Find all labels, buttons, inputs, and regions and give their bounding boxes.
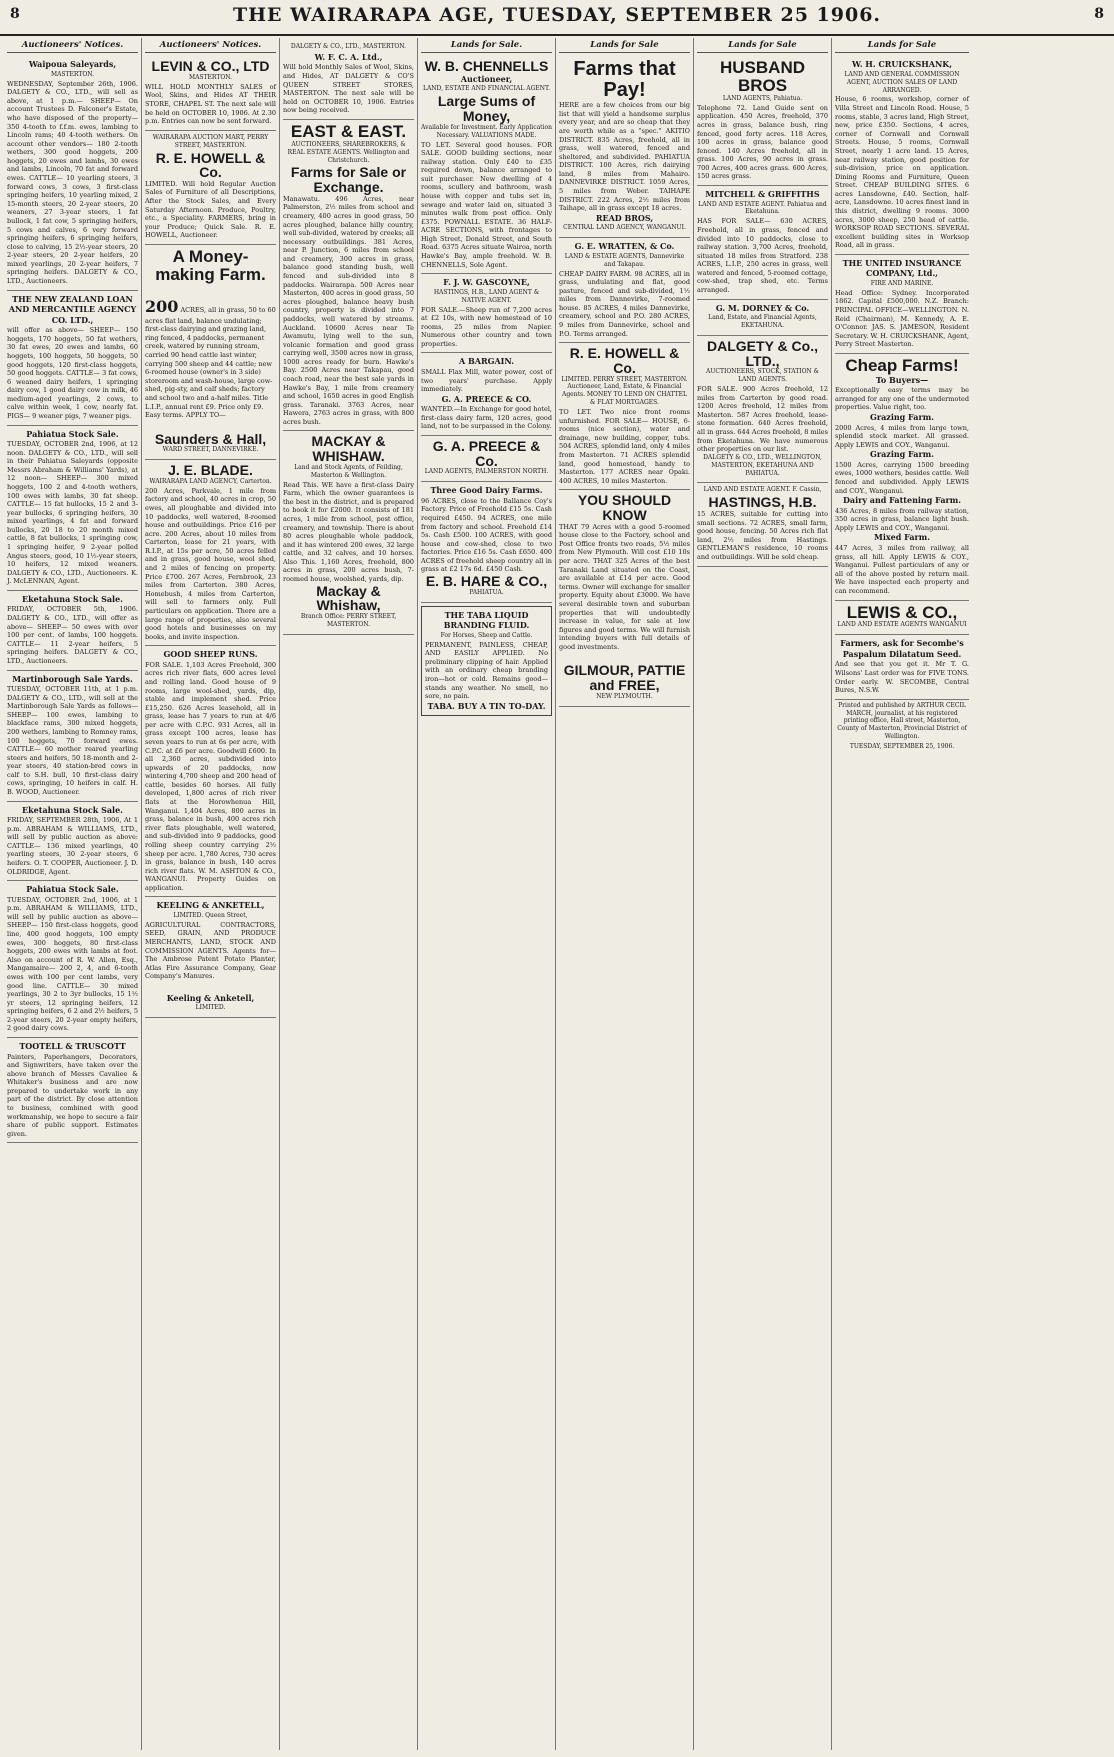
- advert-keeling-anketell: [145, 897, 276, 1018]
- advert-subtitle: LAND & ESTATE AGENTS, Dannevirke and Takapau.: [564, 252, 685, 268]
- advert-body: THAT 79 Acres with a good 5-roomed house close to the Factory, school and Post Office fronts two roads, 5½ miles from New Plymouth. Will cost £10 10s per acre. THAT 325 Acres of the best Taranaki Land situated on the Coast, are available at £14 per acre. Good terms. Owner will exchange for smaller property. Equity about £3000. We have several desirable town and suburban properties that will undoubtedly increase in value, for sale at low figures and good terms. We will furnish intending buyers with full details of good investments.: [559, 522, 690, 651]
- advert-title: Saunders & Hall,: [154, 430, 267, 447]
- advert-subtitle: MASTERTON.: [188, 73, 233, 81]
- advert-title: MACKAY & WHISHAW.: [311, 433, 386, 465]
- advert-title: W. F. C. A. Ltd.,: [314, 51, 383, 62]
- advert-title: Eketahuna Stock Sale.: [22, 593, 123, 604]
- advert-subtitle: LAND AND GENERAL COMMISSION AGENT, AUCTION SALES OF LAND ARRANGED.: [844, 70, 960, 94]
- imprint-date: TUESDAY, SEPTEMBER 25, 1906.: [849, 743, 955, 751]
- advert-gascoyne: [421, 274, 552, 353]
- advert-mitchell-griffiths: [697, 186, 828, 300]
- advert-martinborough-sale-yards: [7, 671, 138, 802]
- advert-dalgety-land: [697, 336, 828, 484]
- advert-body: Head Office: Sydney. Incorporated 1862. Capital £500,000. N.Z. Branch: PRINCIPAL OFFICE—WELLINGTON. N. Reid (Chairman), M. Kennedy, A. E. O'Connor. JAS. S. JAMESON, Resident Secretary. W. H. CRUICKSHANK, Agent, Perry Street Masterton.: [835, 288, 969, 349]
- advert-title: Keeling & Anketell,: [166, 992, 255, 1003]
- advert-body: Land, Estate, and Financial Agents, EKETAHUNA.: [708, 314, 817, 330]
- advert-subtitle: For Horses, Sheep and Cattle.: [440, 631, 533, 639]
- advert-title: Three Good Dairy Farms.: [430, 485, 543, 496]
- advert-subtitle: LIMITED. Queen Street,: [173, 911, 248, 919]
- page-number-right: 8: [1094, 6, 1104, 22]
- advert-title: TOOTELL & TRUSCOTT: [19, 1040, 126, 1051]
- advert-title: G. A. PREECE & CO.: [441, 393, 532, 404]
- page-columns: [4, 38, 1110, 1750]
- advert-levin-co: [145, 56, 276, 130]
- advert-body: WILL HOLD MONTHLY SALES of Wool, Skins, and Hides AT THEIR STORE, CHAPEL ST. The next sale will be held on OCTOBER 10, 1906. At 2.30 p.m. Entries can now be sent forward.: [145, 82, 276, 126]
- advert-title: Eketahuna Stock Sale.: [22, 804, 123, 815]
- advert-subtitle: WAIRARAPA LAND AGENCY, Carterton.: [149, 477, 272, 485]
- advert-title: A BARGAIN.: [459, 356, 514, 367]
- advert-title: THE NEW ZEALAND LOAN AND MERCANTILE AGENCY CO. LTD.,: [8, 293, 137, 325]
- advert-title: Farms that Pay!: [573, 58, 676, 102]
- advert-subtitle: CENTRAL LAND AGENCY, WANGANUI.: [563, 224, 686, 232]
- advert-subtitle: NEW PLYMOUTH.: [596, 692, 653, 700]
- advert-dorney: [697, 300, 828, 336]
- advert-subtitle: LAND AND ESTATE AGENTS WANGANUI: [837, 621, 967, 629]
- advert-body: FOR SALE.—Sheep run of 7,200 acres at £2 10s, with new homestead of 10 rooms, 25 miles from Napier. Numerous other country and town properties.: [421, 305, 552, 348]
- advert-subtitle: HASTINGS, H.B., LAND AGENT & NATIVE AGENT.: [433, 288, 540, 304]
- advert-united-insurance: [835, 255, 969, 354]
- advert-title: Pahiatua Stock Sale.: [26, 428, 119, 439]
- column-header: Auctioneers' Notices.: [7, 40, 138, 53]
- column-1: [4, 38, 142, 1750]
- advert-money-making-farm: [145, 245, 276, 460]
- advert-body: 96 ACRES, close to the Ballance Coy's Factory. Price of Freehold £15 5s. Cash required £450. 94 ACRES, one mile from factory and school. Freehold £14 5s. Cash £500. 100 ACRES, with good house and cow-shed, close to two factories. Price £16 5s. Cash £650. 400 ACRES of freehold sheep country all in grass at £2 17s 6d. £450 Cash.: [421, 496, 552, 574]
- advert-body: HERE are a few choices from our big list that will yield a handsome surplus every year, and are so cheap that they are worth while as a "spec." AKITIO DISTRICT. 835 Acres, freehold, all in grass, well watered, fenced and sheltered, and subdivided. PAHIATUA DISTRICT. 100 Acres, rich dairying land, 8 miles from Mahairo. DANNEVIRKE DISTRICT. 1059 Acres, 5 miles from Weber. TAIHAPE DISTRICT. 222 Acres, 2½ miles from Taihape, all in grass except 18 acres.: [559, 101, 690, 213]
- advert-body: Read This. WE have a first-class Dairy Farm, which the owner guarantees is the best in the district, and is prepared to book it for £2000. It consists of 181 acres, 1 mile from school, post office, creamery, and township. There is about 80 acres ploughable whole paddock, and it has wintered 200 ewes, 32 large cattle, and 32 calves, and 10 horses. Also This. 1,160 Acres, freehold, 800 acres in grass, 200 acres bush, 7-roomed house, woolshed, yards, dip.: [283, 480, 414, 584]
- advert-body: CHEAP DAIRY FARM. 98 ACRES, all in grass, undulating and flat, good pasture, fenced and sub-divided, 1½ miles from Dannevirke, 7-roomed house. 85 ACRES, 4 miles Dannevirke, creamery, school and P.O. 280 ACRES, 9 miles from Dannevirke, school and P.O. Terms arranged.: [559, 269, 690, 338]
- advert-note: Available for Investment. Early Application Necessary. VALUATIONS MADE.: [421, 123, 552, 139]
- advert-body: 1500 Acres, carrying 1500 breeding ewes, 1000 wethers, besides cattle. Well fenced and subdivided. Apply LEWIS and COY., Wanganui.: [835, 460, 969, 495]
- advert-paspalum-seed: [835, 635, 969, 699]
- advert-body: FOR SALE. 900 Acres freehold, 12 miles from Carterton by good road. 1200 Acres freehold, 12 miles from Masterton. 587 Acres freehold, lease-stone formation. 640 Acres freehold, all in grass. 644 Acres freehold, 8 miles from Eketahuna. We have numerous other properties on our list.: [697, 385, 828, 454]
- advert-subtitle: LAND AND ESTATE AGENT. F. Cassin,: [703, 486, 822, 494]
- advert-body: Telephone 72. Land Guide sent on application. 450 Acres, freehold, 370 acres in grass, balance bush, ring fenced, good forty acres. 118 Acres, 100 acres in grass, balance good fenced. 140 Acres freehold, all in grass. 100 Acres, 90 acres in grass. 700 Acres, 400 acres grass. 600 Acres, 150 acres grass.: [697, 103, 828, 181]
- advert-tootell-truscott: [7, 1038, 138, 1143]
- advert-re-howell-auction: [145, 131, 276, 245]
- advert-title: Farmers, ask for Secombe's Paspalum Dilatatum Seed.: [840, 638, 964, 659]
- advert-a-bargain: [421, 353, 552, 436]
- advert-subtitle: To Buyers—: [875, 374, 929, 385]
- advert-body: 200 Acres, Parkvale, 1 mile from factory and school, 40 acres in crop, 50 ewes, all ploughable and divided into 10 paddocks, well watered, 8-roomed house and outbuildings. Price £16 per acre. 200 Acres, about 10 miles from Carterton, lease for 21 years, with R.I.P., at 15s per acre, 50 acres felled and in grass, good house, wool shed, and 2 miles of fencing on property. Price £700. 267 Acres, Fernbrook, 23 miles from Carterton. 380 Acres, Homebush, 4 miles from Carterton, will sell to farmers only. Full particulars on application. There are a large range of properties, also several good hotels and businesses on my books, and invite inspection.: [145, 486, 276, 641]
- advert-title: R. E. HOWELL & Co.: [569, 345, 680, 376]
- advert-heading: Large Sums of Money,: [437, 93, 536, 125]
- advert-body: will offer as above— SHEEP— 150 hoggets, 170 hoggets, 50 fat wethers, 30 fat ewes, 20 ewes and lambs, 60 hoggets, 100 hoggets, 50 hoggets, 50 good hoggets, 120 first-class hoggets, 50 good hoggets. CATTLE— 3 fat cows, 6 weaned dairy heifers, 1 springing dairy cow, 1 good dairy cow in milk, 46 medium-aged yearlings, 2 cows, to calve within week, 1 cow, nearly fat. PIGS— 9 weaner pigs, 7 weaner pigs.: [7, 326, 138, 420]
- newspaper-title: THE WAIRARAPA AGE, TUESDAY, SEPTEMBER 25 1906.: [232, 4, 882, 26]
- advert-cruickshank: [835, 56, 969, 255]
- advert-title: THE TABA LIQUID BRANDING FLUID.: [443, 609, 530, 631]
- column-header: Lands for Sale: [835, 40, 969, 53]
- advert-title: Martinborough Sale Yards.: [12, 673, 133, 684]
- advert-subtitle: LIMITED.: [195, 1004, 226, 1012]
- advert-dairy-farms: [421, 482, 552, 602]
- advert-waipoua-saleyards: [7, 56, 138, 290]
- column-6: [694, 38, 832, 1750]
- advert-lewis-co: [835, 601, 969, 636]
- masthead: [0, 0, 1114, 36]
- advert-body: 2000 Acres, 4 miles from large town, splendid stock market. All grassed. Apply LEWIS and COY., Wanganui.: [835, 423, 969, 449]
- advert-preece: [421, 436, 552, 482]
- column-7: [832, 38, 972, 1750]
- advert-title: Grazing Farm.: [870, 412, 934, 423]
- column-header: Lands for Sale: [559, 40, 690, 53]
- column-4: [418, 38, 556, 1750]
- advert-subtitle: WAIRARAPA AUCTION MART, PERRY STREET, MASTERTON.: [152, 133, 269, 149]
- advert-subtitle: MASTERTON.: [50, 70, 95, 78]
- column-header: Auctioneers' Notices.: [145, 40, 276, 53]
- advert-body: Painters, Paperhangers, Decorators, and Signwriters, have taken over the above branch of Messrs Cavaliee & Whitaker's business and are now prepared to undertake work in any part of the district. By close attention to business, combined with good workmanship, we hope to secure a fair share of public support. Estimates given.: [7, 1052, 138, 1138]
- advert-body: LAND, ESTATE AND FINANCIAL AGENT.: [422, 85, 551, 93]
- advert-husband-bros: [697, 56, 828, 186]
- advert-subtitle: LAND AND ESTATE AGENT. Pahiatua and Eketahuna.: [698, 200, 827, 216]
- advert-title: F. J. W. GASCOYNE,: [443, 277, 530, 288]
- advert-subtitle: Land and Stock Agents, of Feilding, Masterton & Wellington.: [294, 463, 403, 479]
- advert-subtitle: PAHIATUA.: [469, 588, 504, 596]
- advert-taba-branding: [421, 606, 552, 717]
- advert-address: Branch Office: PERRY STREET, MASTERTON.: [300, 612, 397, 628]
- column-header: Lands for Sale: [697, 40, 828, 53]
- advert-body: FOR SALE. 1,103 Acres Freehold, 300 acres rich river flats, 600 acres level and rolling land. Good house of 9 rooms, large wool-shed, yards, dip, stable and implement shed. Price £15,250. 626 Acres leasehold, all in grass, lease has 7 years to run at 4/6 per acre with C.P.C. 931 Acres, all in grass except 100 acres, lease has seven years to run at 6s per acre, with C.P.C. at £6 per acre. Goodwill £600. In all 2,360 acres, subdivided into upwards of 20 paddocks, now wintering 4,700 sheep and 200 head of cattle, besides 60 horses. All fully developed, 1,800 acres of rich river flats at the Horowhenua Hill, Wanganui. 1,404 Acres, 800 acres in grass, balance in bush, 400 acres rich river flats ploughable, well watered, and sub-divided into 9 paddocks, good rolling sheep country carrying 2½ sheep per acre. 1,780 Acres, 730 acres in grass, balance in bush, 140 acres rich river flats. W. M. ASHTON & CO., WANGANUI. Property Guides on application.: [145, 660, 276, 892]
- page-number-left: 8: [10, 6, 20, 22]
- advert-title: GOOD SHEEP RUNS.: [163, 649, 258, 660]
- advert-body: TUESDAY, OCTOBER 2nd, 1906, at 12 noon. DALGETY & CO., LTD., will sell in their Pahiatua Saleyards (opposite Messrs Abraham & Williams' Yards), at 12 noon— SHEEP— 300 mixed hoggets, 100 2 and 4-tooth wethers, 100 ewes with lambs, 30 fat sheep. CATTLE— 15 fat bullocks, 15 2 and 3-year bullocks, 6 springing heifers, 30 mixed yearlings, 4 fat and forward bullocks, 20 18 to 20 month mixed cattle, 8 fat bullocks, 1 springing cow, 1 springing heifer, 9 2-year polled Angus steers, good, 10 1½-year steers, 10 heifers, 12 mixed weaners. DALGETY & CO., LTD., Auctioneers. K. J. McLENNAN, Agent.: [7, 440, 138, 586]
- advert-je-blade: [145, 460, 276, 646]
- advert-eketahuna-stock-sale: [7, 591, 138, 671]
- column-2: [142, 38, 280, 1750]
- advert-title: EAST & EAST.: [290, 121, 407, 141]
- advert-footer: DALGETY & CO., LTD., WELLINGTON, MASTERTON, EKETAHUNA AND PAHIATUA.: [703, 453, 822, 477]
- advert-title: YOU SHOULD KNOW: [577, 492, 672, 524]
- advert-cassin-hastings: [697, 483, 828, 566]
- advert-nz-loan: [7, 291, 138, 426]
- advert-body: TUESDAY, OCTOBER 2nd, 1906, at 1 p.m. ABRAHAM & WILLIAMS, LTD., will sell by public auction as above— SHEEP— 150 first-class hoggets, good line, 400 good hoggets, 100 empty ewes, 300 hoggets, 80 first-class hoggets, 200 ewes with lambs at foot. Also on account of R. W. Allen, Esq., Mangamaire— 200 2, 4, and 6-tooth ewes with 100 per cent lambs, very good line. CATTLE— 30 mixed yearlings, 30 2 to 3yr bullocks, 15 1½ yr steers, 12 springing heifers, 12 springing heifers, 6 2 and 2½ heifers, 5 2-year steers, 20 2-year empty heifers, 2 good dairy cows.: [7, 895, 138, 1033]
- advert-title: LEWIS & CO.,: [846, 602, 958, 622]
- advert-pahiatua-stock-sale: [7, 426, 138, 591]
- advert-subtitle: AUCTIONEERS, SHAREBROKERS, & REAL ESTATE AGENTS. Wellington and Christchurch.: [287, 140, 410, 164]
- advert-body: PERMANENT, PAINLESS, CHEAP, AND EASILY APPLIED. No preliminary clipping of hair. Applied with an ordinary cheap branding iron—hot or cold. Remains good—stands any weather. No smell, no sore, no pain.: [425, 640, 548, 701]
- advert-title: G. M. DORNEY & Co.: [715, 302, 810, 313]
- advert-subtitle: Auctioneer,: [460, 73, 513, 84]
- column-3: [280, 38, 418, 1750]
- column-header: Lands for Sale.: [421, 40, 552, 53]
- advert-body: WEDNESDAY, September 26th, 1906. DALGETY & CO., LTD., will sell as above, at 1 p.m.— SHEEP— On account Trustees D. Falconer's Estate, who have disposed of the property— 350 4-tooth to f.f.m. ewes, lambing to Lincoln rams; 40 4-tooth wethers. On account other vendors— 180 2-tooth wethers, 300 good hoggets, 200 hoggets, 20 ewes and lambs, 30 ewes and lambs, Lincoln, 70 fat and forward ewes. CATTLE— 10 yearling steers, 3 forward cows, 3 cows, 3 first-class springing heifers, 10 yearling mixed, 2 15-month steers, 20 2-year steers, 20 weaners, 27 3-year steers, 1 fat bullock, 1 fat cow, 5 springing heifers, 5 cows and calves, 6 very forward springing heifers, 6 springing heifers, close to calving, 15 2½-year steers, 20 2-year steers, 20 2-year heifers, 20 mixed yearlings, 20 2-year heifers, 7 springing heifers. DALGETY & CO., LTD., Auctioneers.: [7, 79, 138, 285]
- advert-subtitle: AUCTIONEERS, STOCK, STATION & LAND AGENTS.: [705, 368, 819, 384]
- advert-body: HAS FOR SALE— 630 ACRES, Freehold, all in grass, fenced and divided into 10 paddocks, close to railway station. 3,700 Acres, freehold, situated 18 miles from Stratford. 238 ACRES, L.I.P., 250 acres in grass, well watered and fenced, 5-roomed cottage, cow-shed, trap shed, etc. Terms arranged.: [697, 217, 828, 294]
- advert-body: FRIDAY, SEPTEMBER 28th, 1906, At 1 p.m. ABRAHAM & WILLIAMS, LTD., will sell by public auction as above: CATTLE— 136 mixed yearlings, 40 yearling steers, 30 2-year steers, 6 heifers. O. T. COOPER, Auctioneer. J. D. OLDRIDGE, Agent.: [7, 816, 138, 876]
- advert-title: GILMOUR, PATTIE and FREE,: [563, 662, 686, 694]
- advert-title: LEVIN & CO., LTD: [151, 58, 270, 75]
- advert-chennells: [421, 56, 552, 274]
- advert-body: 447 Acres, 3 miles from railway, all grass, all hill. Apply LEWIS & COY., Wanganui. Fullest particulars of any or all of the above posted by return mail. We have inspected each property and can recommend.: [835, 544, 969, 595]
- advert-title: READ BROS,: [595, 212, 654, 223]
- advert-wratten: [559, 238, 690, 343]
- advert-title: KEELING & ANKETELL,: [156, 900, 265, 911]
- advert-heading: Farms for Sale or Exchange.: [290, 164, 407, 196]
- advert-body: ACRES, all in grass, 50 to 60 acres flat land, balance undulating; first-class dairying and grazing land, ring fenced, 4 paddocks, permanent creek, watered by running stream, carried 90 head cattle last winter, carrying 500 sheep and 44 cattle; new 6-roomed house (owner's in 3 side) storeroom and wash-house, large cow-shed, pig-sty, and calf sheds; factory and school two and a-half miles. Title L.I.P., annual rent £9. Price only £9. Easy terms. APPLY TO—: [145, 305, 276, 420]
- advert-title: Cheap Farms!: [845, 355, 959, 375]
- advert-body: TO LET. Two nice front rooms unfurnished. FOR SALE— HOUSE, 6-rooms (nice section), water and drainage, new building, copper, tubs. 504 ACRES, splendid land, only 4 miles from Masterton. 71 ACRES splendid land, good homestead, handy to Masterton. 177 ACRES near Opaki. 400 ACRES, 10 miles Masterton.: [559, 408, 690, 485]
- advert-title: R. E. HOWELL & Co.: [155, 149, 266, 181]
- advert-subtitle: LIMITED. PERRY STREET, MASTERTON. Auctioneer, Land, Estate, & Financial Agents. MONEY TO LEND ON CHATTEL & FLAT MORTGAGES.: [561, 375, 688, 407]
- acreage-figure: 200: [145, 296, 179, 316]
- advert-body: Will hold Monthly Sales of Wool, Skins, and Hides, AT DALGETY & CO'S QUEEN STREET STORES, MASTERTON. The next sale will be held on OCTOBER 10, 1906. Entries now being received.: [283, 63, 414, 115]
- advert-title: THE UNITED INSURANCE COMPANY, Ltd.,: [842, 257, 962, 279]
- advert-title: DALGETY & Co., LTD.,: [707, 337, 818, 369]
- advert-body: TUESDAY, OCTOBER 11th, at 1 p.m. DALGETY & CO., LTD., will sell at the Martinborough Sale Yards as follows— SHEEP— 100 ewes, lambing to blackface rams, 300 mixed hoggets, 200 wethers, lambing to Romney rams, 100 hoggets, 70 forward ewes. CATTLE— 60 mother reared yearling steers and heifers, 50 18-month and 2-year steers, 40 station-bred cows in calf to S.H. bull, 10 first-class dairy cows, springing, 10 heifers in calf. H. B. WOOD, Auctioneer.: [7, 685, 138, 796]
- advert-title: W. B. CHENNELLS: [424, 58, 549, 75]
- advert-pahiatua-stock-sale-2: [7, 881, 138, 1038]
- column-5: [556, 38, 694, 1750]
- advert-farms-that-pay: [559, 56, 690, 238]
- advert-eketahuna-stock-sale-2: [7, 802, 138, 882]
- advert-good-sheep-runs: [145, 646, 276, 897]
- advert-title: HASTINGS, H.B.: [708, 494, 817, 511]
- advert-body: LIMITED. Will hold Regular Auction Sales of Furniture of all Descriptions, After the Stock Sales, and Every Saturday Afternoon. Produce, Poultry, etc., a Speciality. FARMERS, bring in your Produce; Quick Sale. R. E. HOWELL, Auctioneer.: [145, 179, 276, 240]
- advert-title: Grazing Farm.: [870, 449, 934, 460]
- advert-title: E. B. HARE & CO.,: [425, 573, 548, 590]
- advert-body: FRIDAY, OCTOBER 5th, 1906. DALGETY & CO., LTD., will offer as above— SHEEP— 50 ewes with over 100 per cent. of lambs, 100 hoggets. CATTLE— 11 2-year heifers, 5 springing heifers. DALGETY & CO., LTD., Auctioneers.: [7, 605, 138, 665]
- advert-title: Dairy and Fattening Farm.: [842, 495, 962, 506]
- advert-title: MITCHELL & GRIFFITHS: [705, 189, 820, 200]
- advert-mackay-whishaw: [283, 431, 414, 634]
- advert-east-east: [283, 120, 414, 432]
- advert-body: WANTED.—In Exchange for good hotel, first-class dairy farm, 120 acres, good land, not to be surpassed in the Colony.: [421, 405, 552, 431]
- advert-subtitle: LAND AGENTS, PALMERSTON NORTH.: [424, 468, 549, 476]
- advert-title: G. A. PREECE & Co.: [432, 438, 541, 469]
- advert-subtitle: FIRE AND MARINE.: [870, 279, 934, 287]
- advert-body: Exceptionally easy terms may be arranged for any one of the undermoted properties. Value right, too.: [835, 386, 969, 412]
- advert-wfca: [283, 40, 414, 120]
- advert-cheap-farms: [835, 354, 969, 601]
- advert-body: 15 ACRES, suitable for cutting into small sections. 72 ACRES, small farm, good house, fencing. 50 Acres rich flat land, 2½ miles from Hastings. GENTLEMAN'S residence, 10 rooms and outbuildings. Will be sold cheap.: [697, 510, 828, 561]
- advert-subtitle: LAND AGENTS, Pahiatua.: [722, 94, 803, 102]
- advert-title: J. E. BLADE.: [168, 462, 253, 479]
- advert-body: And see that you get it. Mr T. G. Wilsons' Last order was for FIVE TONS. Order early. W. SECOMBE, Central Bures, N.S.W.: [835, 660, 969, 695]
- imprint: Printed and published by ARTHUR CECIL MARCH, journalist, at his registered printing office, Hall street, Masterton, County of Masterton, Provincial District of Wellington.: [837, 701, 967, 741]
- advert-footer: TABA. BUY A TIN TO-DAY.: [427, 700, 546, 711]
- advert-body: TO LET. Several good houses. FOR SALE. GOOD building sections, near railway station. Only £40 to £35 required down, balance arranged to suit purchaser. New dwelling of 4 rooms, scullery and bathroom, wash house with copper and tubs set in, sewage and water laid on, situated 3 minutes walk from post office. Only £375. POWNALL ESTATE. 36 HALF-ACRE SECTIONS, with frontages to High Street, Donald Street, and South Road. 6375 Acres situate Wairoa, north Hawke's Bay, ample freehold. W. B. CHENNELLS, Sole Agent.: [421, 140, 552, 269]
- advert-title: Mixed Farm.: [873, 532, 931, 543]
- advert-title: G. E. WRATTEN, & Co.: [574, 241, 675, 252]
- advert-re-howell-land: [559, 343, 690, 490]
- advert-body: 436 Acres, 8 miles from railway station, 350 acres in grass, balance light bush. Apply LEWIS and COY., Wanganui.: [835, 506, 969, 532]
- advert-title: Waipoua Saleyards,: [28, 59, 117, 70]
- advert-body: House, 6 rooms, workshop, corner of Villa Street and Lincoln Road. House, 5 rooms, stable, 3 acres land, High Street, new, price £350. Sections, 4 acres, corner of Cornwall and Cornwall Streets. House, 5 rooms, Cornwall Street, nearly 1 acre land. 15 Acres, near railway station, good position for sub-division, price on application. Dining Rooms and Furniture, Queen Street. CHEAP BUILDING SITES. 6 acres Lansdowne, £40. Section, half-acre, Lansdowne. 10 acres finest land in this district, dwelling 9 rooms. 3000 acres, 3000 sheep, 250 head of cattle. WORKSOP ROAD SECTIONS. SEVERAL excellent building sites in Worksop Road, all in grass.: [835, 95, 969, 250]
- advert-body: SMALL Flax Mill, water power, cost of two years' purchase. Apply immediately.: [421, 368, 552, 394]
- advert-subtitle: DALGETY & CO., LTD., MASTERTON.: [290, 43, 407, 50]
- advert-body: AGRICULTURAL CONTRACTORS, SEED, GRAIN, AND PRODUCE MERCHANTS, LAND, STOCK AND COMMISSION AGENTS. Agents for— The Ambrose Patent Potato Planter, Atlas Fire Assurance Company, Gear Company's Manures.: [145, 920, 276, 981]
- advert-title: Pahiatua Stock Sale.: [26, 884, 119, 895]
- advert-title: HUSBAND BROS: [720, 58, 805, 96]
- advert-title: A Money-making Farm.: [155, 246, 266, 284]
- advert-title: W. H. CRUICKSHANK,: [851, 59, 953, 70]
- advert-you-should-know: [559, 490, 690, 706]
- advert-subtitle: WARD STREET, DANNEVIRKE.: [162, 446, 259, 454]
- advert-footer: Mackay & Whishaw,: [316, 582, 381, 614]
- advert-body: Manawatu. 496 Acres, near Palmerston, 2½ miles from school and creamery, 400 acres in good grass, 50 acres ploughed, balance hilly country, well sub-divided, watered by creeks; all necessary outbuildings. 381 Acres, near P. Junction, 6 miles from school and creamery, 300 acres in grass, balance good standing bush, well fenced and sub-divided into 8 paddocks. Wairarapa. 500 Acres near Masterton, 400 acres in good grass, 50 acres ploughed, balance heavy bush country, property is divided into 7 paddocks, well watered by streams. Auckland. 10600 Acres near Te Awamutu, lying well to the sun, volcanic formation and good grass carrying well, 3500 acres now in grass, 1000 acres ready for burn. Hawke's Bay. 2500 Acres near Takapau, good coach road, near the best sale yards in Hawke's Bay, 1 mile from creamery and school, 1650 acres in good English grass. Taranaki. 3763 Acres, near Hawera, 2763 acres in grass, with 800 acres bush.: [283, 194, 414, 426]
